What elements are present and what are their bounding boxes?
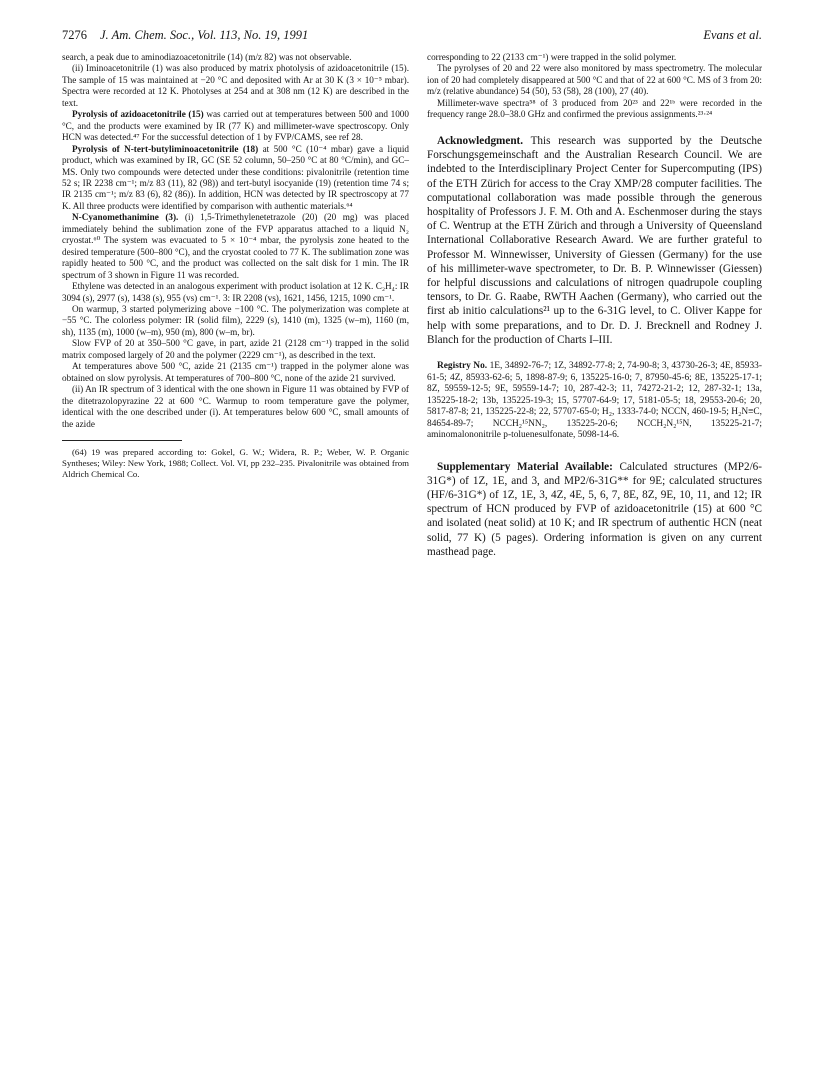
journal-citation: J. Am. Chem. Soc., Vol. 113, No. 19, 1991 — [100, 28, 309, 42]
supplementary-material — [427, 460, 762, 559]
running-header — [62, 28, 762, 44]
registry-body: 1E, 34892-76-7; 1Z, 34892-77-8; 2, 74-90-8; 3, 43730-26-3; 4E, 85933-61-5; 4Z, 85933-62-6; 5, 1898-87-9; 6, 135225-16-0; 7, 87950-45-6; 8E, 135225-17-1; 8Z, 59559-12-5; 9E, 59559-14-7; 10, 287-42-3; 11, 74272-21-2; 12, 287-32-1; 13a, 135225-18-2; 13b, 135225-19-3; 15, 57707-64-9; 17, 5181-05-5; 18, 29553-20-6; 20, 5817-87-8; 21, 135225-22-8; 22, 57707-65-0; H₂, 1333-74-0; NCCN, 460-19-5; H₂N≡C, 84654-89-7; NCCH₂¹⁵NN₂, 135225-20-6; NCCH₂N₂¹⁵N, 135225-21-7; aminomalononitrile p-toluenesulfonate, 5098-14-6. — [427, 361, 762, 441]
cyanomethanimine-body: (i) 1,5-Trimethylenetetrazole (20) (20 mg) was placed immediately behind the sublimation zone of the FVP apparatus attached to a liquid N₂ cryostat.⁶⁰ The system was evacuated to 5 × 10⁻⁴ mbar, the pyrolysis zone heated to the desired temperature (500–800 °C), and the cryostat cooled to 77 K. The sublimation zone was rapidly heated to 500 °C, and the product was collected on the salt disk for 1 min. The IR spectrum of 3 shown in Figure 11 was recorded. — [62, 212, 409, 280]
pyrolysis-15-body: was carried out at temperatures between 500 and 1000 °C, and the products were examined by IR (77 K) and millimeter-wave spectroscopy. Only HCN was detected.⁴⁷ For the successful detection of 1 by FVP/CAMS, see ref 28. — [62, 109, 409, 143]
left-paragraph-4 — [62, 144, 409, 213]
right-paragraph-1: corresponding to 22 (2133 cm⁻¹) were trapped in the solid polymer. — [427, 52, 677, 62]
page-number: 7276 — [62, 28, 87, 42]
acknowledgment — [427, 134, 762, 347]
left-column — [62, 52, 409, 480]
left-paragraph-7: On warmup, 3 started polymerizing above −100 °C. The polymerization was complete at −55 °C. The colorless polymer: IR (solid film), 2229 (s), 1410 (m), 1325 (w–m), 1160 (m, sh), 1135 (m), 1000 (w–m), 950 (m), 800 (w–m, br). — [62, 303, 409, 337]
left-paragraph-8: Slow FVP of 20 at 350–500 °C gave, in part, azide 21 (2128 cm⁻¹) trapped in the solid matrix composed largely of 20 and the polymer (2229 cm⁻¹), as described in the text. — [62, 338, 409, 360]
registry-heading: Registry No. — [437, 361, 488, 372]
pyrolysis-15-heading: Pyrolysis of azidoacetonitrile (15) — [72, 109, 204, 120]
supplementary-heading: Supplementary Material Available: — [437, 460, 613, 473]
right-paragraph-2: The pyrolyses of 20 and 22 were also monitored by mass spectrometry. The molecular ion of 20 had completely disappeared at 500 °C and that of 22 at 600 °C. MS of 3 from 20: m/z (relative abundance) 54 (50), 53 (58), 28 (100), 27 (40). — [427, 63, 762, 97]
right-column-top — [427, 52, 762, 121]
left-paragraph-6: Ethylene was detected in an analogous experiment with product isolation at 12 K. C₂H₄: IR 3094 (s), 2977 (s), 1438 (s), 955 (vs) cm⁻¹. 3: IR 2208 (vs), 1621, 1456, 1215, 1090 cm⁻¹. — [62, 281, 409, 303]
left-paragraph-2: (ii) Iminoacetonitrile (1) was also produced by matrix photolysis of azidoacetonitrile (15). The sample of 15 was maintained at −20 °C and deposited with Ar at 30 K (3 × 10⁻⁵ mbar). Spectra were recorded at 12 K. Photolyses at 254 and at 308 nm (12 K) are described in the text. — [62, 63, 409, 108]
acknowledgment-heading: Acknowledgment. — [437, 135, 524, 147]
registry-numbers — [427, 361, 762, 442]
right-paragraph-3: Millimeter-wave spectra⁵⁸ of 3 produced from 20²³ and 22¹ᵇ were recorded in the frequency range 28.0–38.0 GHz and confirmed the previous assignments.²³·²⁴ — [427, 97, 762, 120]
acknowledgment-body: This research was supported by the Deutsche Forschungsgemeinschaft and the Australian Research Council. We are indebted to the Interdisciplinary Project Center for Supercomputing (IPS) of the ETH Zürich for access to the Cray XMP/28 computer facilities. The computational collaboration was made possible through the generous hospitality of Professors J. F. M. Oth and A. Eschenmoser during the stays of C. Wentrup at the ETH Zürich and through a University of Queensland International Collaborative Research Award. We are further grateful to Professor M. Winnewisser, University of Giessen (Germany) for the use of his millimeter-wave spectrometer, to Dr. B. P. Winnewisser (Giessen) for helpful discussions and calculations of nitrogen quadrupole coupling tensors, to Dr. G. Raabe, RWTH Aachen (Germany), who carried out the first ab initio calculations²¹ up to the 6-31G level, to C. Oliver Kappe for help with some preparations, and to Dr. D. J. Brecknell and Rodney J. Blanch for the production of Charts I–III. — [427, 135, 762, 346]
running-authors: Evans et al. — [703, 28, 762, 42]
pyrolysis-18-body: at 500 °C (10⁻⁴ mbar) gave a liquid product, which was examined by IR, GC (SE 52 column, 50–250 °C at 80 °C/min), and GC–MS. Only two compounds were detected under these conditions: pivalonitrile (retention time 52 s; IR 2238 cm⁻¹; m/z 83 (11), 82 (98)) and tert-butyl isocyanide (19) (retention time 74 s; IR 2135 cm⁻¹; m/z 83 (6), 82 (86)). In addition, HCN was detected by IR spectroscopy at 77 K. All three products were identified by comparison with authentic materials.⁶⁴ — [62, 143, 410, 211]
left-paragraph-10: (ii) An IR spectrum of 3 identical with the one shown in Figure 11 was obtained by FVP of the ditetrazolopyrazine 22 at 600 °C. Warmup to room temperature gave the polymer, identical with the one described under (i). At temperatures below 600 °C, small amounts of the azide — [62, 384, 409, 429]
left-paragraph-1: search, a peak due to aminodiazoacetonitrile (14) (m/z 82) was not observable. — [62, 52, 352, 62]
right-column-back-matter — [427, 134, 762, 559]
left-paragraph-5 — [62, 212, 409, 281]
left-paragraph-9: At temperatures above 500 °C, azide 21 (2135 cm⁻¹) trapped in the polymer alone was obtained on slow pyrolysis. At temperatures of 700–800 °C, none of the azide 21 survived. — [62, 361, 409, 383]
footnote-64: (64) 19 was prepared according to: Gokel, G. W.; Widera, R. P.; Weber, W. P. Organic Syntheses; Wiley: New York, 1988; Collect. Vol. VI, pp 232–235. Pivalonitrile was obtained from Aldrich Chemical Co. — [62, 446, 409, 479]
footnote-divider — [62, 440, 182, 441]
left-paragraph-3 — [62, 109, 409, 143]
supplementary-body: Calculated structures (MP2/6-31G*) of 1Z, 1E, and 3, and MP2/6-31G** for 9E; calculated structures (HF/6-31G*) of 1Z, 1E, 3, 4Z, 4E, 5, 6, 7, 8E, 8Z, 9E, 10, 11, and 12; IR spectrum of HCN produced by FVP of azidoacetonitrile (15) at 600 °C and isolated (neat solid) at 10 K; and IR spectrum of authentic HCN (neat solid, 77 K) (5 pages). Ordering information is given on any current masthead page. — [427, 460, 762, 558]
pyrolysis-18-heading: Pyrolysis of N-tert-butyliminoacetonitrile (18) — [72, 143, 259, 154]
cyanomethanimine-heading: N-Cyanomethanimine (3). — [72, 212, 179, 223]
